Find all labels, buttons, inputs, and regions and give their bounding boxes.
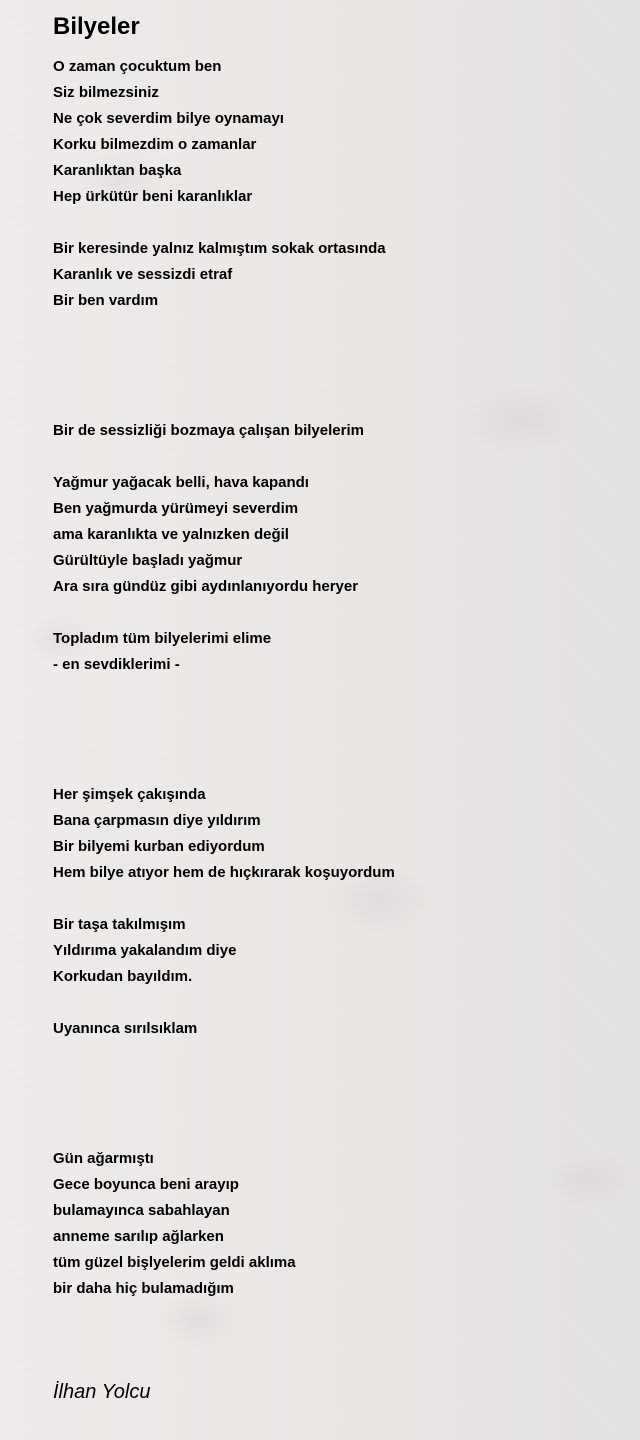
poem-line: Korku bilmezdim o zamanlar	[53, 136, 257, 153]
poem-blank-line	[53, 1068, 613, 1094]
poem-blank-line	[53, 990, 613, 1016]
poem-line: bulamayınca sabahlayan	[53, 1202, 230, 1219]
poem-title: Bilyeler	[53, 13, 140, 40]
poem-body	[53, 54, 613, 1302]
poem-line: ama karanlıkta ve yalnızken değil	[53, 526, 289, 543]
poem-blank-line	[53, 392, 613, 418]
poem-line: Gürültüyle başladı yağmur	[53, 552, 243, 569]
poem-line: Uyanınca sırılsıklam	[53, 1020, 198, 1037]
poem-line: Ara sıra gündüz gibi aydınlanıyordu heryer	[53, 578, 359, 595]
poem-line: O zaman çocuktum ben	[53, 58, 222, 75]
poem-blank-line	[53, 314, 613, 340]
poem-line: Bana çarpmasın diye yıldırım	[53, 812, 261, 829]
poem-container	[53, 10, 613, 1302]
poem-line: Hem bilye atıyor hem de hıçkırarak koşuyordum	[53, 864, 395, 881]
poem-blank-line	[53, 730, 613, 756]
poem-blank-line	[53, 1120, 613, 1146]
poem-line: Siz bilmezsiniz	[53, 84, 159, 101]
poem-line: Yıldırıma yakalandım diye	[53, 942, 237, 959]
poem-line: Ben yağmurda yürümeyi severdim	[53, 500, 299, 517]
poem-blank-line	[53, 756, 613, 782]
poem-line: Topladım tüm bilyelerimi elime	[53, 630, 272, 647]
poem-blank-line	[53, 1042, 613, 1068]
poem-blank-line	[53, 210, 613, 236]
poem-author: İlhan Yolcu	[53, 1381, 151, 1403]
poem-blank-line	[53, 886, 613, 912]
poem-line: Her şimşek çakışında	[53, 786, 206, 803]
poem-line: Yağmur yağacak belli, hava kapandı	[53, 474, 309, 491]
poem-line: bir daha hiç bulamadığım	[53, 1280, 234, 1297]
poem-line: anneme sarılıp ağlarken	[53, 1228, 224, 1245]
poem-blank-line	[53, 600, 613, 626]
poem-line: - en sevdiklerimi -	[53, 656, 180, 673]
poem-line: Hep ürkütür beni karanlıklar	[53, 188, 253, 205]
poem-line: Karanlıktan başka	[53, 162, 182, 179]
poem-blank-line	[53, 704, 613, 730]
poem-blank-line	[53, 678, 613, 704]
poem-line: Karanlık ve sessizdi etraf	[53, 266, 233, 283]
poem-line: Bir keresinde yalnız kalmıştım sokak ortasında	[53, 240, 386, 257]
poem-line: tüm güzel bişlyelerim geldi aklıma	[53, 1254, 296, 1271]
poem-blank-line	[53, 340, 613, 366]
poem-line: Bir ben vardım	[53, 292, 159, 309]
poem-line: Ne çok severdim bilye oynamayı	[53, 110, 284, 127]
poem-blank-line	[53, 366, 613, 392]
poem-line: Bir de sessizliği bozmaya çalışan bilyelerim	[53, 422, 364, 439]
poem-line: Gece boyunca beni arayıp	[53, 1176, 239, 1193]
poem-line: Bir taşa takılmışım	[53, 916, 186, 933]
poem-line: Bir bilyemi kurban ediyordum	[53, 838, 265, 855]
poem-line: Gün ağarmıştı	[53, 1150, 154, 1167]
poem-blank-line	[53, 444, 613, 470]
poem-blank-line	[53, 1094, 613, 1120]
poem-line: Korkudan bayıldım.	[53, 968, 193, 985]
